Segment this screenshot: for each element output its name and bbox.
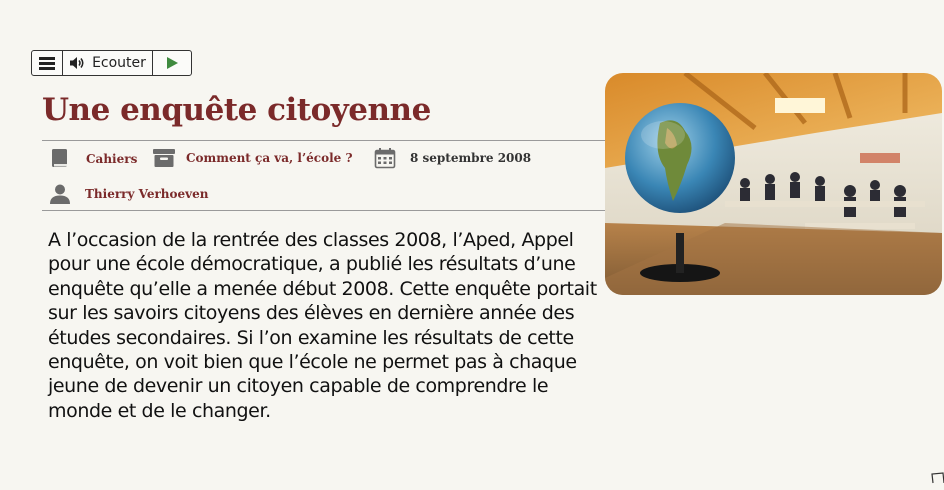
play-icon (167, 57, 178, 69)
article-photo (605, 73, 942, 295)
speaker-icon (69, 56, 86, 70)
publish-date: 8 septembre 2008 (410, 151, 532, 165)
article-title: Une enquête citoyenne (42, 92, 431, 128)
menu-button[interactable] (32, 51, 63, 75)
section-meta (152, 148, 352, 168)
book-icon (50, 148, 70, 169)
listen-button[interactable] (63, 51, 153, 75)
author-meta (49, 183, 209, 205)
calendar-icon (374, 147, 396, 169)
section-link[interactable]: Comment ça va, l’école ? (186, 151, 353, 165)
user-icon (49, 183, 71, 205)
meta-divider (42, 210, 605, 211)
listen-label: Ecouter (92, 55, 146, 71)
classroom-globe-image (605, 73, 942, 295)
archive-box-icon (152, 148, 176, 168)
corner-glyph-icon (931, 472, 944, 484)
play-button[interactable] (153, 51, 191, 75)
title-divider (42, 140, 605, 141)
category-link[interactable]: Cahiers (86, 151, 138, 166)
author-link[interactable]: Thierry Verhoeven (85, 187, 209, 201)
audio-toolbar (31, 50, 192, 76)
category-meta (50, 148, 137, 169)
article-intro: A l’occasion de la rentrée des classes 2008, l’Aped, Appel pour une école démocratique, a publié les résultats d’une enquête qu’elle a menée début 2008. Cette enquête portait sur les savoirs citoyens des élèves en dernière année des études secondaires. Si l’on examine les résultats de cette enquête, on voit bien que l’école ne permet pas à chaque jeune de devenir un citoyen capable de comprendre le monde et de le changer. (48, 229, 597, 422)
hamburger-icon (39, 57, 55, 70)
date-meta (374, 147, 531, 169)
